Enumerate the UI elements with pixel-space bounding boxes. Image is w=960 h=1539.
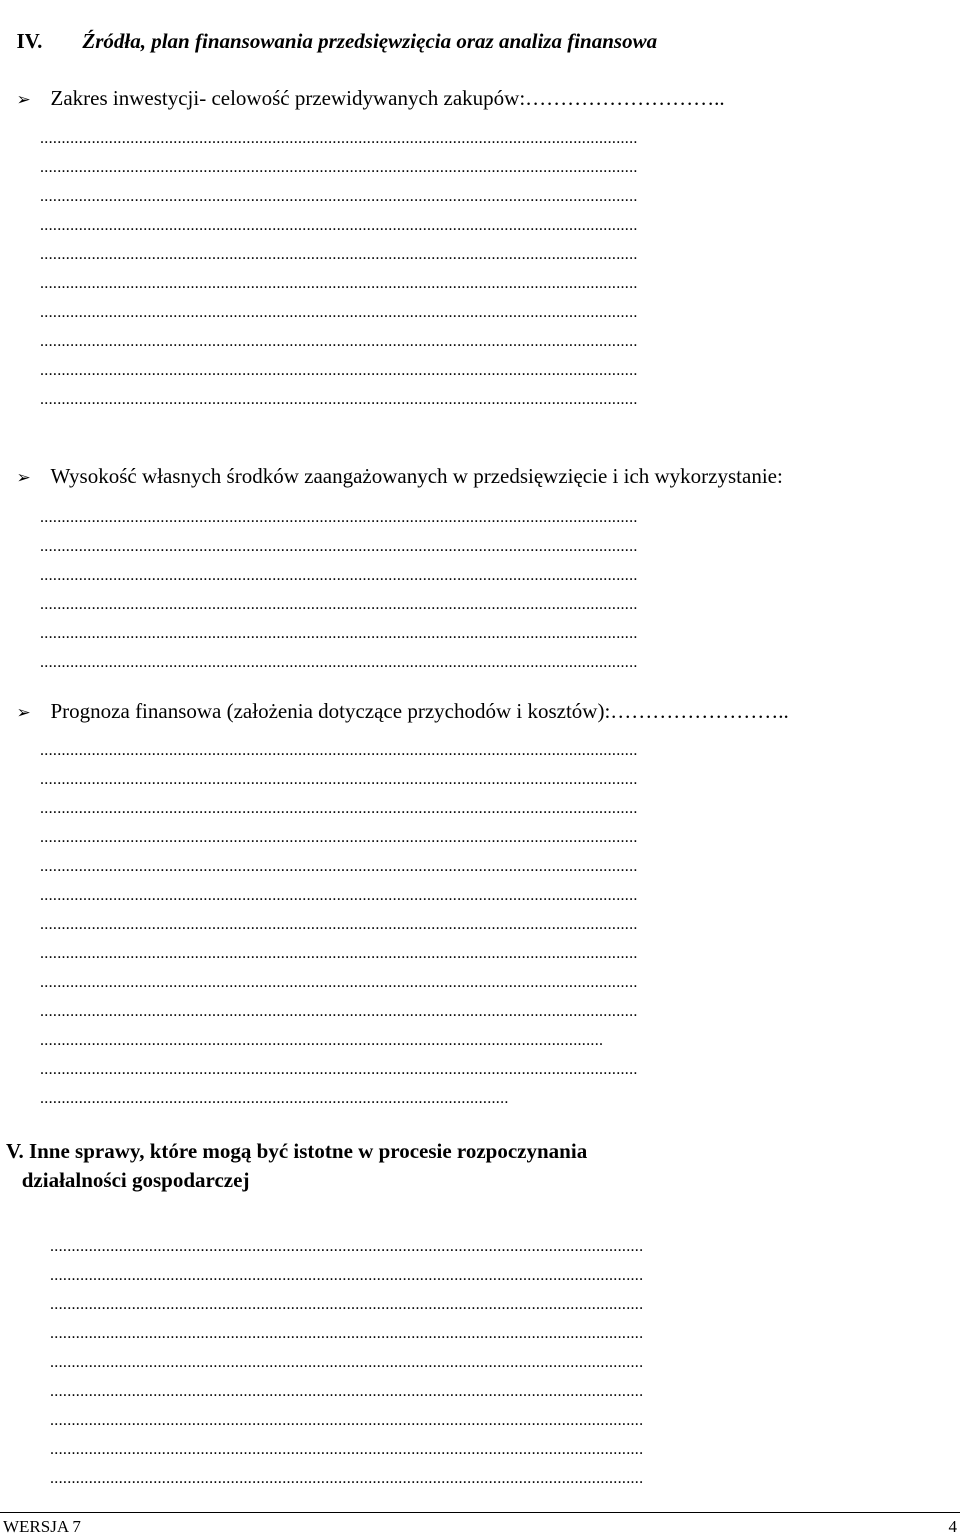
arrow-bullet-icon: ➢ [16, 703, 31, 722]
fill-lines-financial-forecast[interactable]: ........................................................................................................................................... ........................................................................................................................................... ........................................................................................................................................... ........................................................................................................................................... ........................................................................................................................................... ........................................................................................................................................... ........................................................................................................................................... ........................................................................................................................................... ........................................................................................................................................... ........................................................................................................................................... ................................................................................................................................... ........................................................................................................................................... ............................................................................................................. [40, 742, 638, 1107]
section-5-heading [6, 1137, 587, 1195]
footer-divider [0, 1512, 960, 1513]
section-5-line2: działalności gospodarczej [21, 1168, 250, 1192]
footer-page-number: 4 [948, 1517, 957, 1536]
fill-lines-investment-scope[interactable]: ........................................................................................................................................... ........................................................................................................................................... ........................................................................................................................................... ........................................................................................................................................... ........................................................................................................................................... ........................................................................................................................................... ........................................................................................................................................... ........................................................................................................................................... ........................................................................................................................................... ........................................................................................................................................... [40, 130, 638, 408]
arrow-bullet-icon: ➢ [16, 468, 31, 487]
section-4-number: IV. [16, 29, 43, 53]
section-5-line1: V. Inne sprawy, które mogą być istotne w procesie rozpoczynania [6, 1139, 588, 1163]
section-4-title: Źródła, plan finansowania przedsięwzięcia oraz analiza finansowa [82, 29, 658, 53]
section-4-heading [6, 4, 657, 54]
footer-version: WERSJA 7 [3, 1517, 81, 1536]
bullet-investment-scope-text: Zakres inwestycji- celowość przewidywanych zakupów:……………………….. [50, 86, 725, 110]
bullet-own-funds-text: Wysokość własnych środków zaangażowanych w przedsięwzięcie i ich wykorzystanie: [50, 464, 783, 488]
fill-lines-own-funds[interactable]: ........................................................................................................................................... ........................................................................................................................................... ........................................................................................................................................... ........................................................................................................................................... ........................................................................................................................................... ........................................................................................................................................... [40, 509, 638, 671]
arrow-bullet-icon: ➢ [16, 90, 31, 109]
fill-lines-other-matters[interactable]: .......................................................................................................................................... .......................................................................................................................................... .......................................................................................................................................... .......................................................................................................................................... .......................................................................................................................................... .......................................................................................................................................... .......................................................................................................................................... .......................................................................................................................................... .......................................................................................................................................... [50, 1238, 644, 1487]
bullet-financial-forecast-text: Prognoza finansowa (założenia dotyczące przychodów i kosztów):…………………….. [50, 699, 789, 723]
